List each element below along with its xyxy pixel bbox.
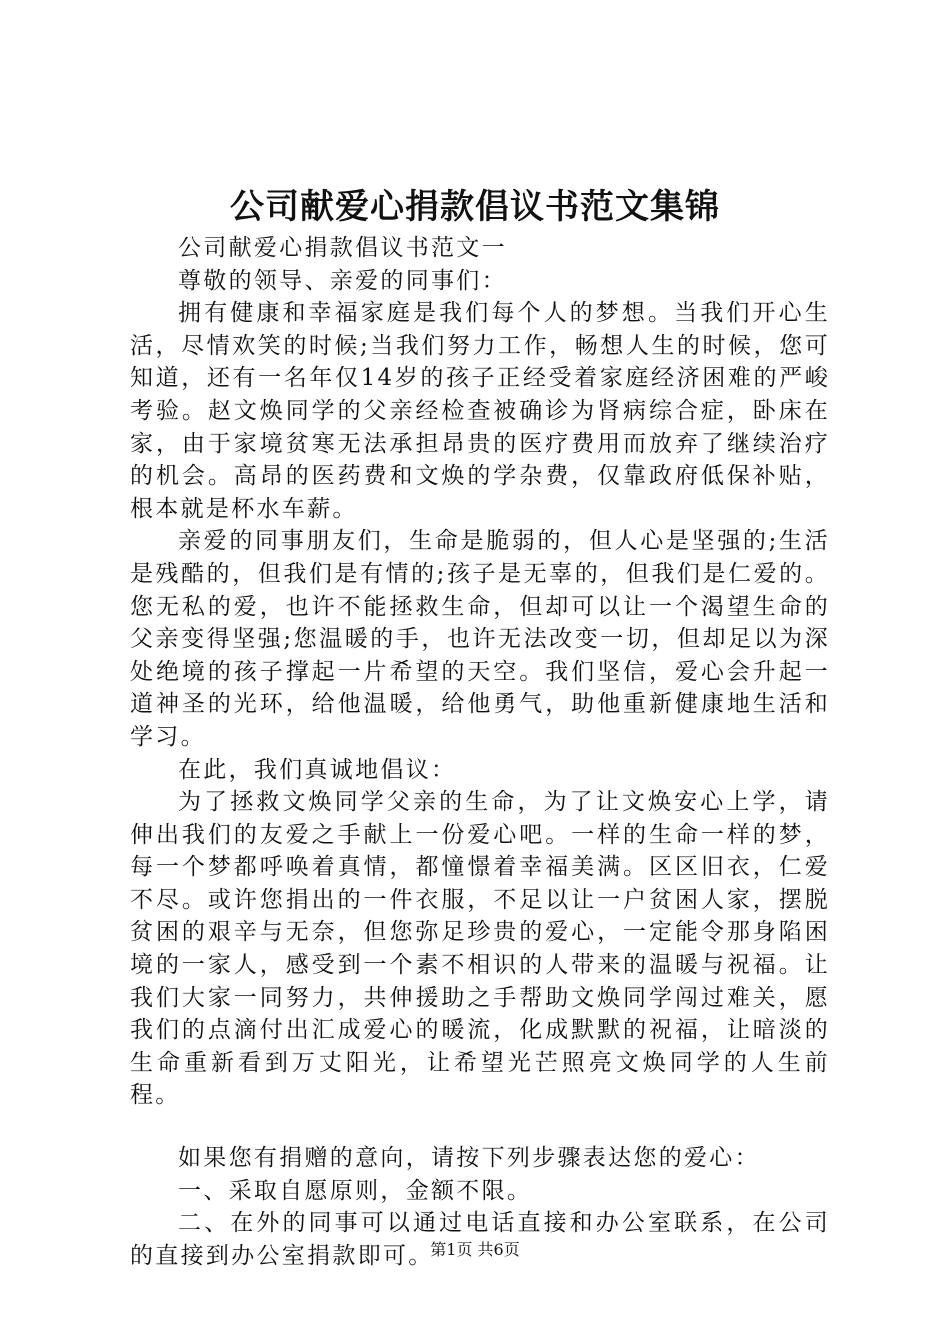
paragraph-spacer: [130, 1112, 830, 1142]
salutation: 尊敬的领导、亲爱的同事们：: [178, 267, 507, 294]
paragraph: 亲爱的同事朋友们，生命是脆弱的，但人心是坚强的;生活是残酷的，但我们是有情的;孩子是无辜的，但我们是仁爱的。您无私的爱，也许不能拯救生命，但却可以让一个渴望生命的父亲变得坚强;您温暖的手，也许无法改变一切，但却足以为深处绝境的孩子撑起一片希望的天空。我们坚信，爱心会升起一道神圣的光环，给他温暖，给他勇气，助他重新健康地生活和学习。: [130, 528, 830, 750]
paragraph: 为了拯救文焕同学父亲的生命，为了让文焕安心上学，请伸出我们的友爱之手献上一份爱心吧。一样的生命一样的梦，每一个梦都呼唤着真情，都憧憬着幸福美满。区区旧衣，仁爱不尽。或许您捐出的一件衣服，不足以让一户贫困人家，摆脱贫困的艰辛与无奈，但您弥足珍贵的爱心，一定能令那身陷困境的一家人，感受到一个素不相识的人带来的温暖与祝福。让我们大家一同努力，共伸援助之手帮助文焕同学闯过难关，愿我们的点滴付出汇成爱心的暖流，化成默默的祝福，让暗淡的生命重新看到万丈阳光，让希望光芒照亮文焕同学的人生前程。: [130, 789, 830, 1109]
paragraph: 拥有健康和幸福家庭是我们每个人的梦想。当我们开心生活，尽情欢笑的时候;当我们努力工作，畅想人生的时候，您可知道，还有一名年仅14岁的孩子正经受着家庭经济困难的严峻考验。赵文焕同学的父亲经检查被确诊为肾病综合症，卧床在家，由于家境贫寒无法承担昂贵的医疗费用而放弃了继续治疗的机会。高昂的医药费和文焕的学杂费，仅靠政府低保补贴，根本就是杯水车薪。: [130, 300, 830, 522]
paragraph: 在此，我们真诚地倡议：: [178, 756, 457, 783]
page-number: 第1页 共6页: [430, 1240, 520, 1259]
list-item: 一、采取自愿原则，金额不限。: [178, 1177, 533, 1204]
list-item: 二、在外的同事可以通过电话直接和办公室联系，在公司的直接到办公室捐款即可。: [130, 1210, 830, 1269]
document-title: 公司献爱心捐款倡议书范文集锦: [230, 187, 720, 227]
section-heading: 公司献爱心捐款倡议书范文一: [178, 235, 507, 261]
document-body: [130, 232, 830, 1272]
paragraph: 如果您有捐赠的意向，请按下列步骤表达您的爱心：: [178, 1145, 760, 1172]
